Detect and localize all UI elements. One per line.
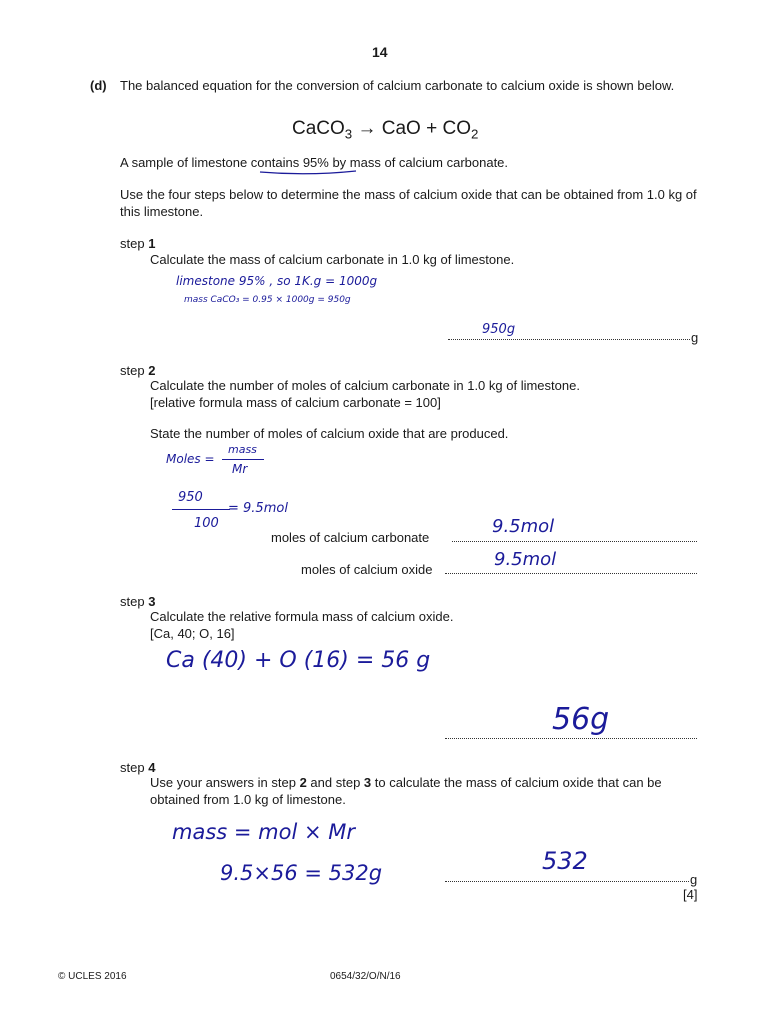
moles-calc-result: = 9.5mol [228, 501, 288, 516]
step-4-unit: g [690, 872, 698, 887]
footer-copyright: © UCLES 2016 [58, 971, 127, 982]
step-2-text: Calculate the number of moles of calcium carbonate in 1.0 kg of limestone. [150, 378, 580, 393]
moles-formula-numerator: mass [228, 443, 257, 456]
step-4-working-2: 9.5×56 = 532g [220, 861, 383, 885]
step-4-working-1: mass = mol × Mr [172, 820, 355, 844]
step-1-working-2: mass CaCO₃ = 0.95 × 1000g = 950g [184, 295, 351, 305]
moles-formula-label: Moles = [166, 452, 215, 466]
step-1-text: Calculate the mass of calcium carbonate in 1.0 kg of limestone. [150, 252, 515, 267]
step-2-text-2: State the number of moles of calcium oxide that are produced. [150, 426, 509, 441]
step-4-text: Use your answers in step 2 and step 3 to calculate the mass of calcium oxide that can be obtained from 1.0 kg of limestone. [150, 775, 662, 807]
step-3-heading: step 3 [120, 594, 156, 609]
step-1-unit: g [691, 330, 699, 345]
question-label: (d) [90, 78, 107, 93]
step-3-answer: 56g [552, 702, 610, 737]
page-number: 14 [372, 44, 388, 60]
step-4-answer-line [445, 881, 689, 882]
step-1-heading: step 1 [120, 236, 156, 251]
moles-calc-fraction-bar [172, 509, 230, 510]
question-intro: The balanced equation for the conversion of calcium carbonate to calcium oxide is shown below. [120, 78, 675, 93]
step-1-answer-line [448, 339, 690, 340]
moles-carbonate-label: moles of calcium carbonate [271, 530, 430, 545]
instruction: Use the four steps below to determine the mass of calcium oxide that can be obtained from 1.0 kg of this limestone. [120, 187, 697, 219]
marks: [4] [683, 887, 698, 902]
step-1-working-1: limestone 95% , so 1K.g = 1000g [176, 274, 378, 288]
step-3-working: Ca (40) + O (16) = 56 g [166, 648, 431, 673]
moles-calc-denominator: 100 [194, 516, 219, 531]
step-3-answer-line [445, 738, 697, 739]
moles-oxide-label: moles of calcium oxide [301, 562, 433, 577]
moles-oxide-answer-line [445, 573, 697, 574]
step-4-heading: step 4 [120, 760, 156, 775]
step-3-text: Calculate the relative formula mass of calcium oxide. [150, 609, 454, 624]
step-1-answer: 950g [482, 322, 516, 337]
chemical-equation: CaCO$_3$ → CaO + $CO_2$ [292, 118, 479, 142]
step-2-heading: step 2 [120, 363, 156, 378]
moles-carbonate-answer: 9.5mol [492, 516, 555, 537]
step-3-note: [Ca, 40; O, 16] [150, 626, 235, 641]
moles-formula-fraction-bar [222, 459, 264, 460]
footer-code: 0654/32/O/N/16 [330, 971, 401, 982]
moles-calc-numerator: 950 [178, 490, 203, 505]
step-2-note: [relative formula mass of calcium carbonate = 100] [150, 395, 441, 410]
moles-formula-denominator: Mr [232, 462, 248, 476]
sample-statement: A sample of limestone contains 95% by mass of calcium carbonate. [120, 155, 509, 170]
moles-oxide-answer: 9.5mol [494, 549, 557, 570]
handwritten-underline [258, 168, 358, 178]
moles-carbonate-answer-line [452, 541, 697, 542]
step-4-answer: 532 [542, 847, 588, 875]
